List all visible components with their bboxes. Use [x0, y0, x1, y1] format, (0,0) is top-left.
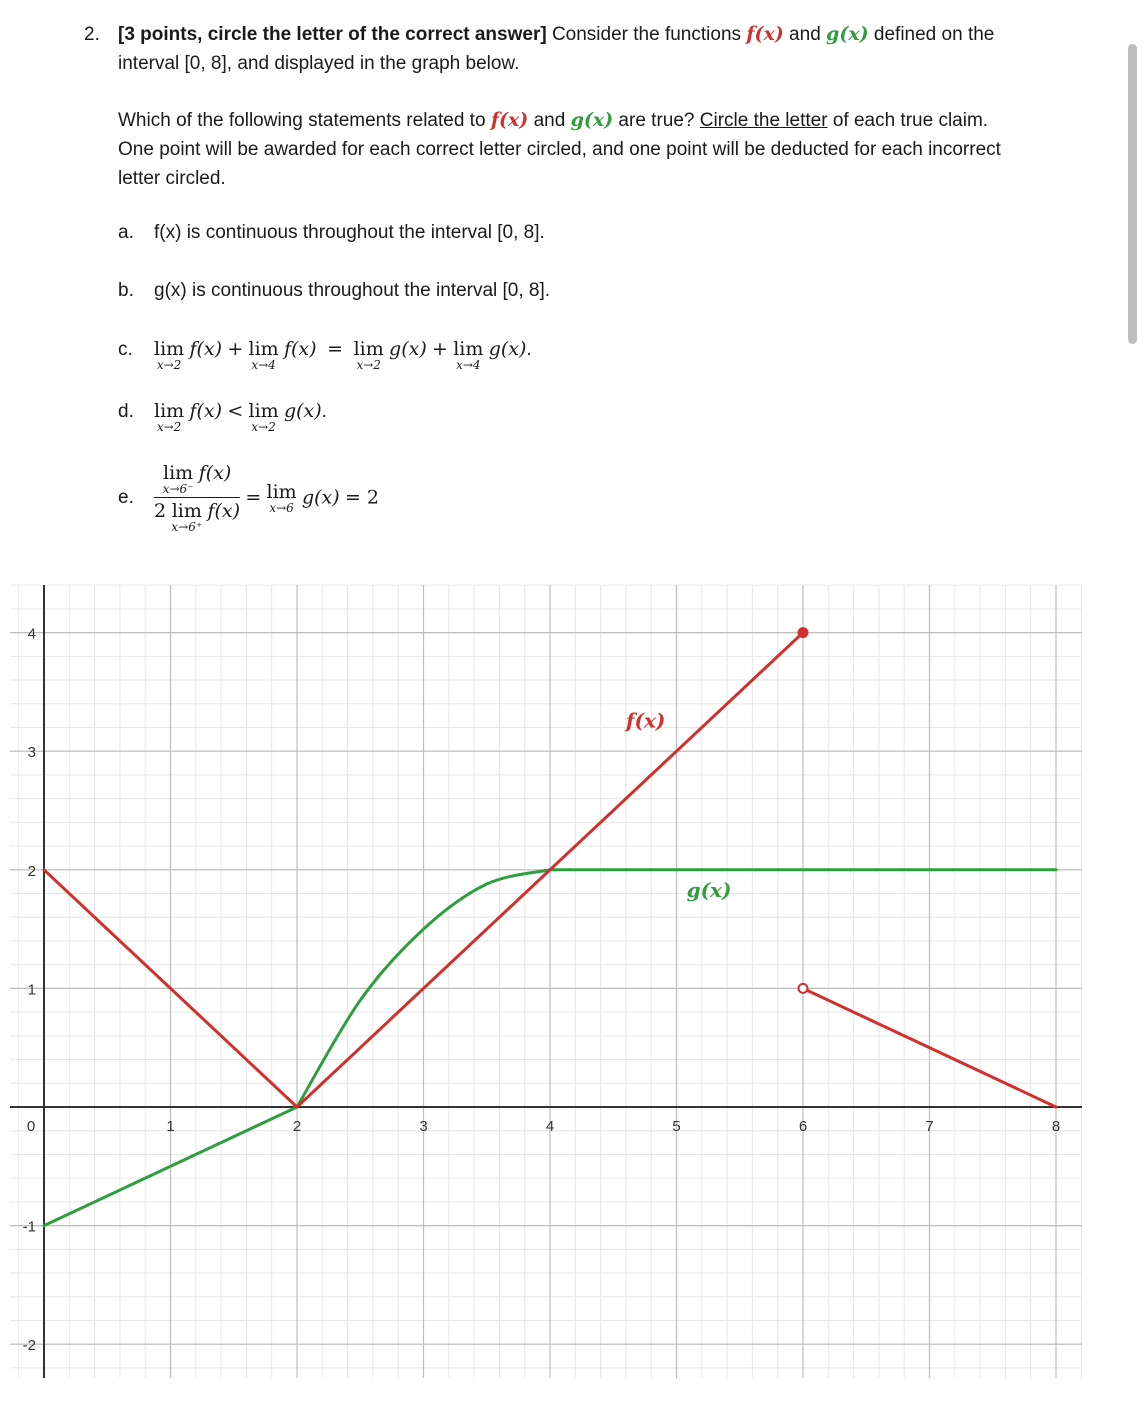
e-eq2: = 2 — [344, 486, 380, 509]
d-lt: < — [227, 400, 244, 422]
f-closed-point — [798, 627, 809, 638]
d-end: . — [321, 401, 327, 422]
c-f2: f(x) — [283, 338, 317, 360]
x-tick-label: 5 — [672, 1118, 681, 1135]
option-b-letter: b. — [118, 280, 134, 301]
para2-b: are true? — [613, 110, 700, 131]
option-c-letter: c. — [118, 339, 133, 360]
x-tick-label: 8 — [1051, 1118, 1061, 1135]
lim-sub: x→2 — [156, 420, 182, 434]
x-tick-label: 6 — [798, 1118, 808, 1135]
lim-sub: x→2 — [156, 358, 182, 372]
lim-sub: x→4 — [456, 358, 481, 372]
intro-text-b: defined on the interval [0, 8], and displayed in the graph below. — [118, 24, 995, 74]
series-labels — [624, 708, 732, 902]
lim-sub: x→2 — [251, 420, 276, 434]
y-tick-label: 3 — [27, 744, 36, 762]
e-f2: f(x) — [207, 500, 241, 522]
lim-word: lim — [171, 500, 202, 522]
intro-text-a: Consider the functions — [546, 24, 747, 45]
x-tick-label: 2 — [292, 1118, 302, 1135]
para2-and: and — [528, 110, 571, 131]
lim-sub: x→6 — [269, 501, 294, 515]
option-a-letter: a. — [118, 222, 134, 243]
lim-sub: x→6⁻ — [162, 482, 194, 496]
c-plus1: + — [227, 338, 244, 360]
lim-sub: x→4 — [251, 358, 276, 372]
para2-f: f(x) — [490, 109, 529, 131]
y-tick-label: 1 — [27, 981, 36, 999]
e-f1: f(x) — [198, 462, 232, 484]
lim-sub: x→6⁺ — [171, 520, 203, 534]
c-eq: = — [327, 338, 344, 360]
x-tick-label: 0 — [26, 1118, 36, 1135]
para2-g: g(x) — [570, 109, 614, 131]
lim-word: lim — [248, 338, 279, 360]
x-tick-label: 4 — [545, 1118, 555, 1135]
y-tick-label: -1 — [22, 1218, 36, 1236]
option-a-text: f(x) is continuous throughout the interval [0, 8]. — [154, 222, 545, 243]
lim-word: lim — [266, 481, 297, 503]
e-eq: = — [245, 486, 262, 509]
lim-word: lim — [353, 338, 384, 360]
c-g2: g(x) — [488, 338, 527, 360]
question-header: [3 points, circle the letter of the correct answer] — [118, 24, 547, 45]
circle-the-letter: Circle the letter — [699, 110, 828, 131]
para2-a: Which of the following statements related to — [118, 110, 491, 131]
lim-word: lim — [154, 338, 185, 360]
f-open-point — [799, 984, 808, 993]
option-b-text: g(x) is continuous throughout the interval [0, 8]. — [154, 280, 551, 301]
y-tick-label: 2 — [27, 862, 36, 880]
lim-sub: x→2 — [356, 358, 381, 372]
intro-and: and — [783, 24, 827, 45]
grid — [10, 585, 1082, 1378]
x-tick-label: 1 — [166, 1118, 175, 1135]
f-series-label: f(x) — [625, 708, 666, 733]
question-number: 2. — [84, 24, 100, 45]
e-g: g(x) — [301, 486, 340, 509]
f-label: f(x) — [746, 23, 784, 45]
x-tick-label: 3 — [419, 1118, 428, 1135]
d-f: f(x) — [189, 400, 223, 422]
x-tick-label: 7 — [925, 1118, 934, 1135]
e-two: 2 — [154, 500, 167, 522]
option-e-letter: e. — [118, 486, 134, 508]
c-g1: g(x) — [389, 338, 427, 360]
y-tick-label: -2 — [22, 1337, 36, 1355]
lim-word: lim — [154, 400, 185, 422]
y-tick-label: 4 — [27, 625, 36, 643]
c-plus2: + — [432, 338, 448, 360]
c-f1: f(x) — [189, 338, 223, 360]
option-d-letter: d. — [118, 401, 134, 422]
g-series-label: g(x) — [686, 878, 732, 903]
lim-word: lim — [248, 400, 279, 422]
lim-word: lim — [163, 462, 194, 484]
lim-word: lim — [453, 338, 484, 360]
d-g: g(x) — [283, 400, 322, 422]
g-label: g(x) — [826, 23, 869, 45]
para2-c: of each true claim. One point will be awarded for each correct letter circled, and one point will be deducted for each incorrect letter circled. — [118, 110, 1001, 189]
c-end: . — [526, 339, 532, 360]
